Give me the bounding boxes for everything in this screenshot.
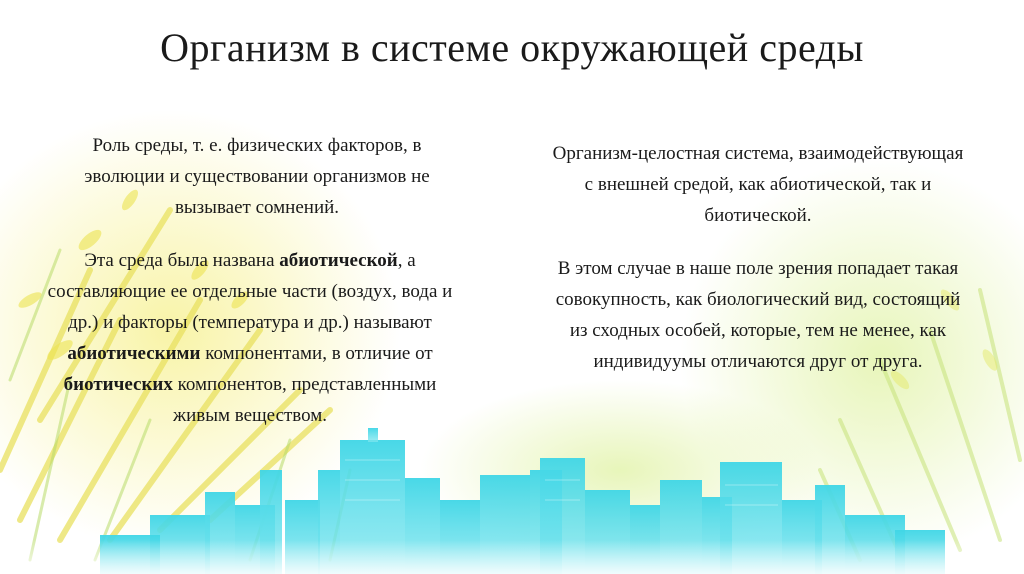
right-paragraph-1: Организм-целостная система, взаимодействующая с внешней средой, как абиотической, так и биотической.	[552, 143, 964, 226]
slide-title: Организм в системе окружающей среды	[160, 25, 864, 70]
text-segment: , а составляющие ее отдельные части (воздух, вода и др.) и факторы (температура и др.) называют	[47, 250, 453, 333]
right-text-column	[548, 138, 968, 377]
right-paragraph-2: В этом случае в наше поле зрения попадает такая совокупность, как биологический вид, состоящий из сходных особей, которые, тем не менее, как индивидуумы отличаются друг от друга.	[555, 258, 961, 372]
term-abiotic: абиотической	[279, 250, 398, 271]
text-segment: компонентами, в отличие от	[200, 343, 433, 364]
left-text-column	[40, 130, 460, 431]
term-abiotic-components: абиотическими	[67, 343, 201, 364]
text-segment: компонентов, представленными живым веществом.	[172, 374, 437, 426]
left-paragraph-2	[40, 245, 460, 431]
left-paragraph-1: Роль среды, т. е. физических факторов, в эволюции и существовании организмов не вызывает сомнений.	[84, 135, 430, 218]
text-segment: Эта среда была названа	[84, 250, 280, 271]
term-biotic: биотических	[63, 374, 173, 395]
